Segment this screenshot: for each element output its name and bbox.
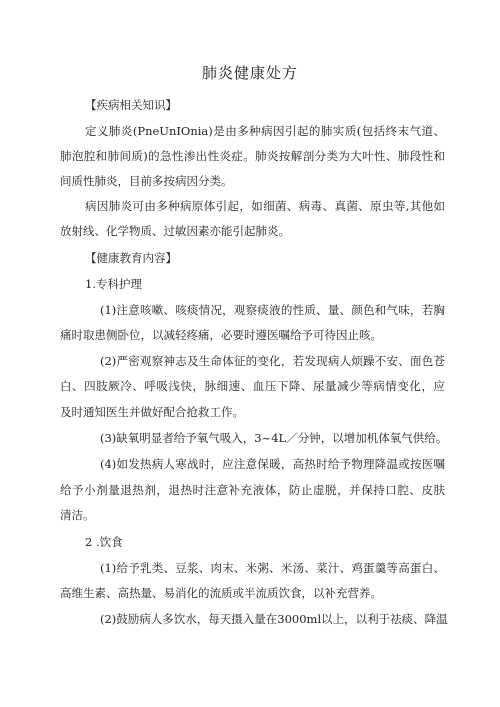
paragraph-cause-line: 放射线、化学物质、过敏因素亦能引起肺炎。: [60, 224, 290, 238]
nursing-item-2-line: (2)严密观察神志及生命体征的变化，若发现病人烦躁不安、面色苍: [100, 354, 445, 368]
nursing-item-4-line: 给予小剂量退热剂，退热时注意补充液体，防止虚脱，并保持口腔、皮肤: [60, 483, 445, 497]
nursing-item-1-line: (1)注意咳嗽、咳痰情况，观察痰液的性质、量、颜色和气味，若胸: [100, 303, 445, 317]
subsection-heading-nursing: 1.专科护理: [85, 277, 142, 291]
nursing-item-3-line: (3)缺氧明显者给予氧气吸入，3~4L／分钟，以增加机体氧气供给。: [100, 431, 448, 445]
diet-item-1-line: 高维生素、高热量、易消化的流质或半流质饮食，以补充营养。: [60, 586, 382, 600]
paragraph-definition-line: 定义肺炎(PneUnIOnia)是由多种病因引起的肺实质(包括终末气道、: [85, 124, 445, 138]
paragraph-cause-line: 病因肺炎可由多种病原体引起，如细菌、病毒、真菌、原虫等,其他如: [85, 199, 445, 213]
nursing-item-4-line: 清洁。: [60, 508, 95, 522]
section-heading-education: 【健康教育内容】: [85, 251, 177, 265]
nursing-item-2-line: 白、四肢厥冷、呼吸浅快，脉细速、血压下降、尿量减少等病情变化，应: [60, 379, 445, 393]
paragraph-definition-line: 间质性肺炎，目前多按病因分类。: [60, 174, 233, 188]
nursing-item-4-line: (4)如发热病人寒战时，应注意保暖，高热时给予物理降温或按医嘱: [100, 457, 445, 471]
nursing-item-2-line: 及时通知医生并做好配合抢救工作。: [60, 405, 244, 419]
page-title: 肺炎健康处方: [201, 64, 298, 82]
subsection-heading-diet: 2 .饮食: [85, 535, 123, 549]
diet-item-2-line: (2)鼓励病人多饮水，每天摄入量在3000ml以上，以利于祛痰、降温: [100, 612, 448, 626]
paragraph-definition-line: 肺泡腔和肺间质)的急性渗出性炎症。肺炎按解剖分类为大叶性、肺段性和: [60, 149, 445, 163]
section-heading-knowledge: 【疾病相关知识】: [85, 98, 177, 112]
diet-item-1-line: (1)给予乳类、豆浆、肉末、米粥、米汤、菜汁、鸡蛋羹等高蛋白、: [100, 561, 445, 575]
nursing-item-1-line: 痛时取患侧卧位，以减轻疼痛，必要时遵医嘱给予可待因止咳。: [60, 328, 382, 342]
